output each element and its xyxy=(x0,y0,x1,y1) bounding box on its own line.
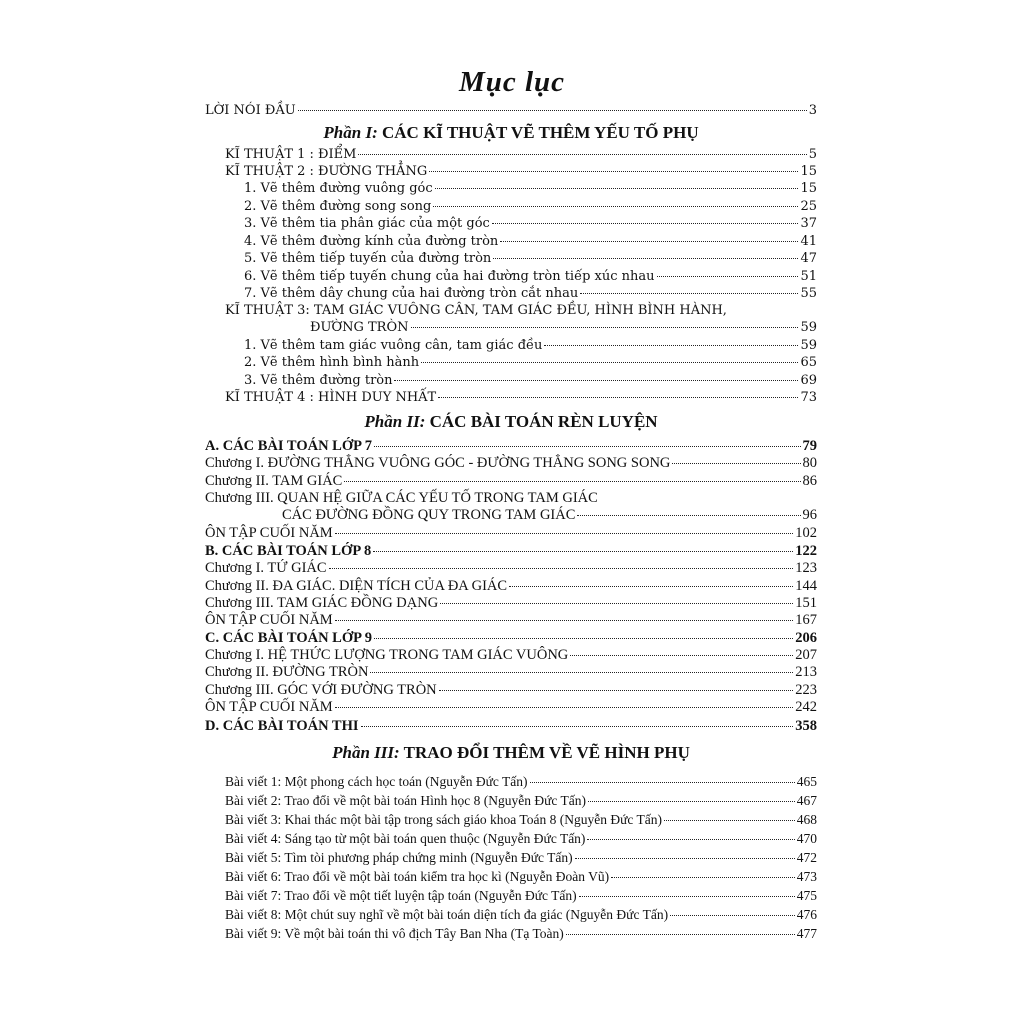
part2-heading: Phần II: CÁC BÀI TOÁN RÈN LUYỆN xyxy=(364,412,658,431)
toc-entry-grade8-ch3: Chương III. TAM GIÁC ĐỒNG DẠNG 151 xyxy=(205,595,817,611)
toc-entry-grade7-review: ÔN TẬP CUỐI NĂM 102 xyxy=(205,525,817,541)
toc-entry-kt2-2: 2. Vẽ thêm đường song song 25 xyxy=(244,199,817,214)
toc-entry-grade9-ch2: Chương II. ĐƯỜNG TRÒN 213 xyxy=(205,664,817,680)
toc-entry-kt2-1: 1. Vẽ thêm đường vuông góc 15 xyxy=(244,181,817,196)
toc-entry-kt2-3: 3. Vẽ thêm tia phân giác của một góc 37 xyxy=(244,216,817,231)
toc-entry-article-5: Bài viết 5: Tìm tòi phương pháp chứng minh (Nguyễn Đức Tấn) 472 xyxy=(225,850,817,865)
toc-entry-grade9-ch1: Chương I. HỆ THỨC LƯỢNG TRONG TAM GIÁC VUÔNG 207 xyxy=(205,647,817,663)
toc-entry-grade7-ch1: Chương I. ĐƯỜNG THẲNG VUÔNG GÓC - ĐƯỜNG THẲNG SONG SONG 80 xyxy=(205,455,817,471)
toc-entry-kt2: KĨ THUẬT 2 : ĐƯỜNG THẲNG 15 xyxy=(225,164,817,179)
toc-entry-article-8: Bài viết 8: Một chút suy nghĩ về một bài toán diện tích đa giác (Nguyễn Đức Tấn) 476 xyxy=(225,907,817,922)
toc-entry-article-3: Bài viết 3: Khai thác một bài tập trong sách giáo khoa Toán 8 (Nguyễn Đức Tấn) 468 xyxy=(225,812,817,827)
toc-entry-kt3-3: 3. Vẽ thêm đường tròn 69 xyxy=(244,373,817,388)
toc-entry-article-4: Bài viết 4: Sáng tạo từ một bài toán quen thuộc (Nguyễn Đức Tấn) 470 xyxy=(225,831,817,846)
toc-entry-kt3-1: 1. Vẽ thêm tam giác vuông cân, tam giác đều 59 xyxy=(244,338,817,353)
toc-entry-grade8-ch2: Chương II. ĐA GIÁC. DIỆN TÍCH CỦA ĐA GIÁC 144 xyxy=(205,578,817,594)
toc-entry-kt4: KĨ THUẬT 4 : HÌNH DUY NHẤT 73 xyxy=(225,390,817,405)
toc-entry-article-9: Bài viết 9: Về một bài toán thi vô địch Tây Ban Nha (Tạ Toàn) 477 xyxy=(225,926,817,941)
toc-entry-grade8-ch1: Chương I. TỨ GIÁC 123 xyxy=(205,560,817,576)
toc-entry-kt3-2: 2. Vẽ thêm hình bình hành 65 xyxy=(244,355,817,370)
toc-entry-article-7: Bài viết 7: Trao đổi về một tiết luyện tập toán (Nguyễn Đức Tấn) 475 xyxy=(225,888,817,903)
part1-heading: Phần I: CÁC KĨ THUẬT VẼ THÊM YẾU TỐ PHỤ xyxy=(323,123,699,142)
toc-entry-article-6: Bài viết 6: Trao đổi về một bài toán kiểm tra học kì (Nguyễn Đoàn Vũ) 473 xyxy=(225,869,817,884)
toc-entry-grade7-ch2: Chương II. TAM GIÁC 86 xyxy=(205,473,817,489)
toc-entry-kt2-6: 6. Vẽ thêm tiếp tuyến chung của hai đường tròn tiếp xúc nhau 51 xyxy=(244,269,817,284)
toc-entry-grade9-ch3: Chương III. GÓC VỚI ĐƯỜNG TRÒN 223 xyxy=(205,682,817,698)
toc-entry-kt1: KĨ THUẬT 1 : ĐIỂM 5 xyxy=(225,147,817,162)
toc-entry-grade8: B. CÁC BÀI TOÁN LỚP 8 122 xyxy=(205,543,817,559)
toc-entry-grade7-ch3-line1: Chương III. QUAN HỆ GIỮA CÁC YẾU TỐ TRONG TAM GIÁC xyxy=(205,490,598,506)
toc-entry-grade9: C. CÁC BÀI TOÁN LỚP 9 206 xyxy=(205,630,817,646)
toc-entry-kt2-5: 5. Vẽ thêm tiếp tuyến của đường tròn 47 xyxy=(244,251,817,266)
toc-entry-kt3-line1: KĨ THUẬT 3: TAM GIÁC VUÔNG CÂN, TAM GIÁC ĐỀU, HÌNH BÌNH HÀNH, xyxy=(225,303,727,318)
toc-entry-competition: D. CÁC BÀI TOÁN THI 358 xyxy=(205,718,817,734)
toc-entry-grade7-ch3: CÁC ĐƯỜNG ĐỒNG QUY TRONG TAM GIÁC 96 xyxy=(282,507,817,523)
toc-entry-kt3: ĐƯỜNG TRÒN 59 xyxy=(310,320,817,335)
toc-entry-kt2-4: 4. Vẽ thêm đường kính của đường tròn 41 xyxy=(244,234,817,249)
toc-entry-kt2-7: 7. Vẽ thêm dây chung của hai đường tròn cắt nhau 55 xyxy=(244,286,817,301)
toc-entry-preface: LỜI NÓI ĐẦU 3 xyxy=(205,103,817,118)
toc-entry-article-1: Bài viết 1: Một phong cách học toán (Nguyễn Đức Tấn) 465 xyxy=(225,774,817,789)
part3-heading: Phần III: TRAO ĐỔI THÊM VỀ VẼ HÌNH PHỤ xyxy=(332,743,690,762)
toc-entry-grade8-review: ÔN TẬP CUỐI NĂM 167 xyxy=(205,612,817,628)
toc-entry-article-2: Bài viết 2: Trao đổi về một bài toán Hình học 8 (Nguyễn Đức Tấn) 467 xyxy=(225,793,817,808)
page-title: Mục lục xyxy=(458,66,566,98)
toc-entry-grade7: A. CÁC BÀI TOÁN LỚP 7 79 xyxy=(205,438,817,454)
toc-entry-grade9-review: ÔN TẬP CUỐI NĂM 242 xyxy=(205,699,817,715)
